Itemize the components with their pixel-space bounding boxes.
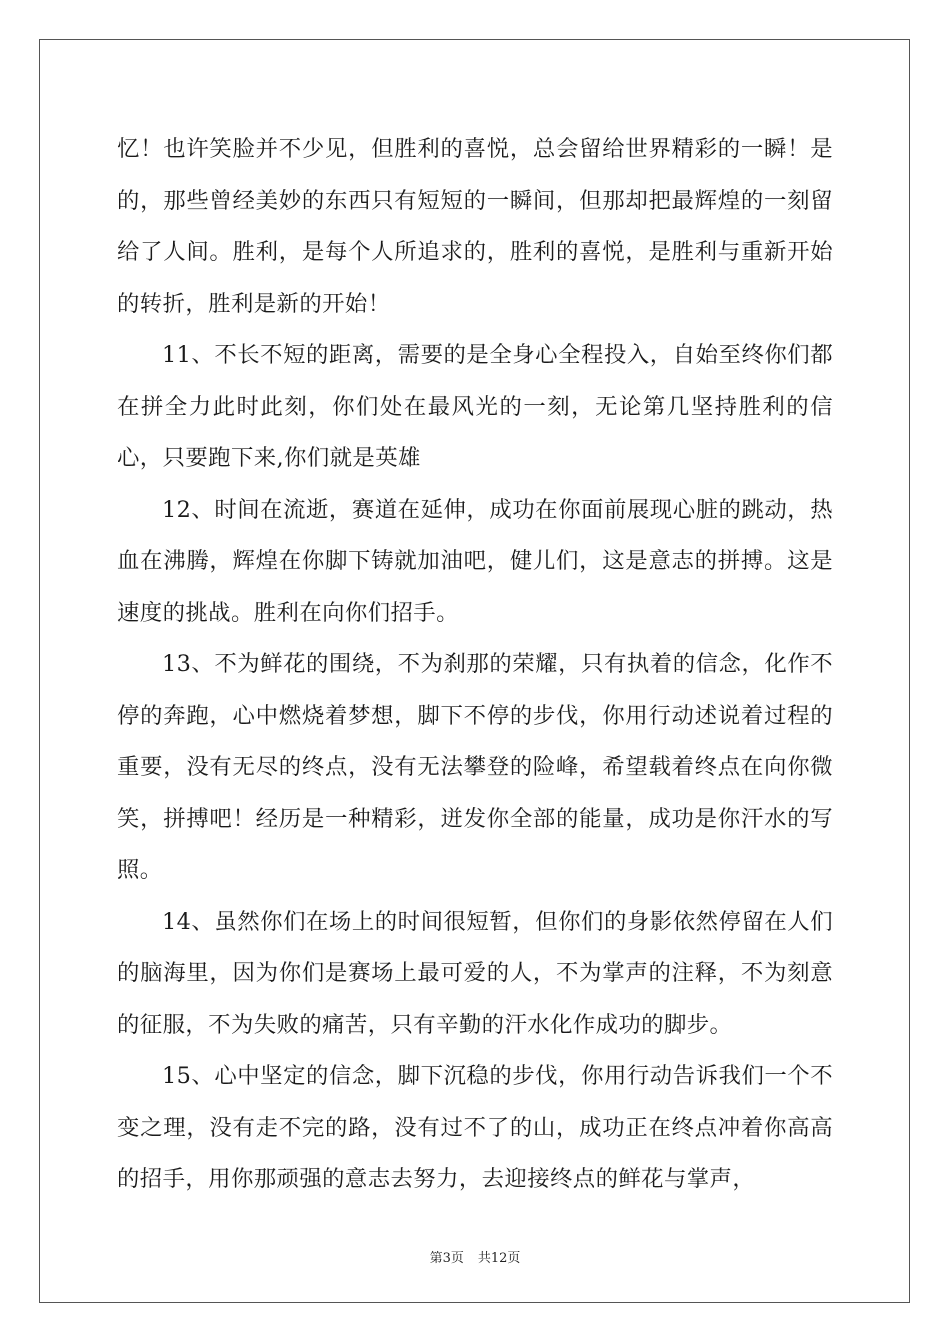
document-body <box>117 124 833 1206</box>
paragraph-12: 12、时间在流逝，赛道在延伸，成功在你面前展现心脏的跳动，热血在沸腾，辉煌在你脚下铸就加油吧，健儿们，这是意志的拼搏。这是速度的挑战。胜利在向你们招手。 <box>117 496 833 626</box>
paragraph-11: 11、不长不短的距离，需要的是全身心全程投入，自始至终你们都在拼全力此时此刻，你们处在最风光的一刻，无论第几坚持胜利的信心，只要跑下来,你们就是英雄 <box>117 342 833 471</box>
page-footer <box>0 1247 950 1266</box>
paragraph-13: 13、不为鲜花的围绕，不为刹那的荣耀，只有执着的信念，化作不停的奔跑，心中燃烧着梦想，脚下不停的步伐，你用行动述说着过程的重要，没有无尽的终点，没有无法攀登的险峰，希望载着终点在向你微笑，拼搏吧！经历是一种精彩，迸发你全部的能量，成功是你汗水的写照。 <box>117 651 833 883</box>
page-total: 共12页 <box>477 1251 521 1266</box>
paragraph-15: 15、心中坚定的信念，脚下沉稳的步伐，你用行动告诉我们一个不变之理，没有走不完的路，没有过不了的山，成功正在终点冲着你高高的招手，用你那顽强的意志去努力，去迎接终点的鲜花与掌声， <box>117 1063 833 1192</box>
paragraph: 忆！也许笑脸并不少见，但胜利的喜悦，总会留给世界精彩的一瞬！是的，那些曾经美妙的东西只有短短的一瞬间，但那却把最辉煌的一刻留给了人间。胜利，是每个人所追求的，胜利的喜悦，是胜利与重新开始的转折，胜利是新的开始！ <box>117 136 833 317</box>
page-number: 第3页 <box>429 1251 464 1266</box>
paragraph-14: 14、虽然你们在场上的时间很短暂，但你们的身影依然停留在人们的脑海里，因为你们是赛场上最可爱的人，不为掌声的注释，不为刻意的征服，不为失败的痛苦，只有辛勤的汗水化作成功的脚步。 <box>117 908 833 1038</box>
